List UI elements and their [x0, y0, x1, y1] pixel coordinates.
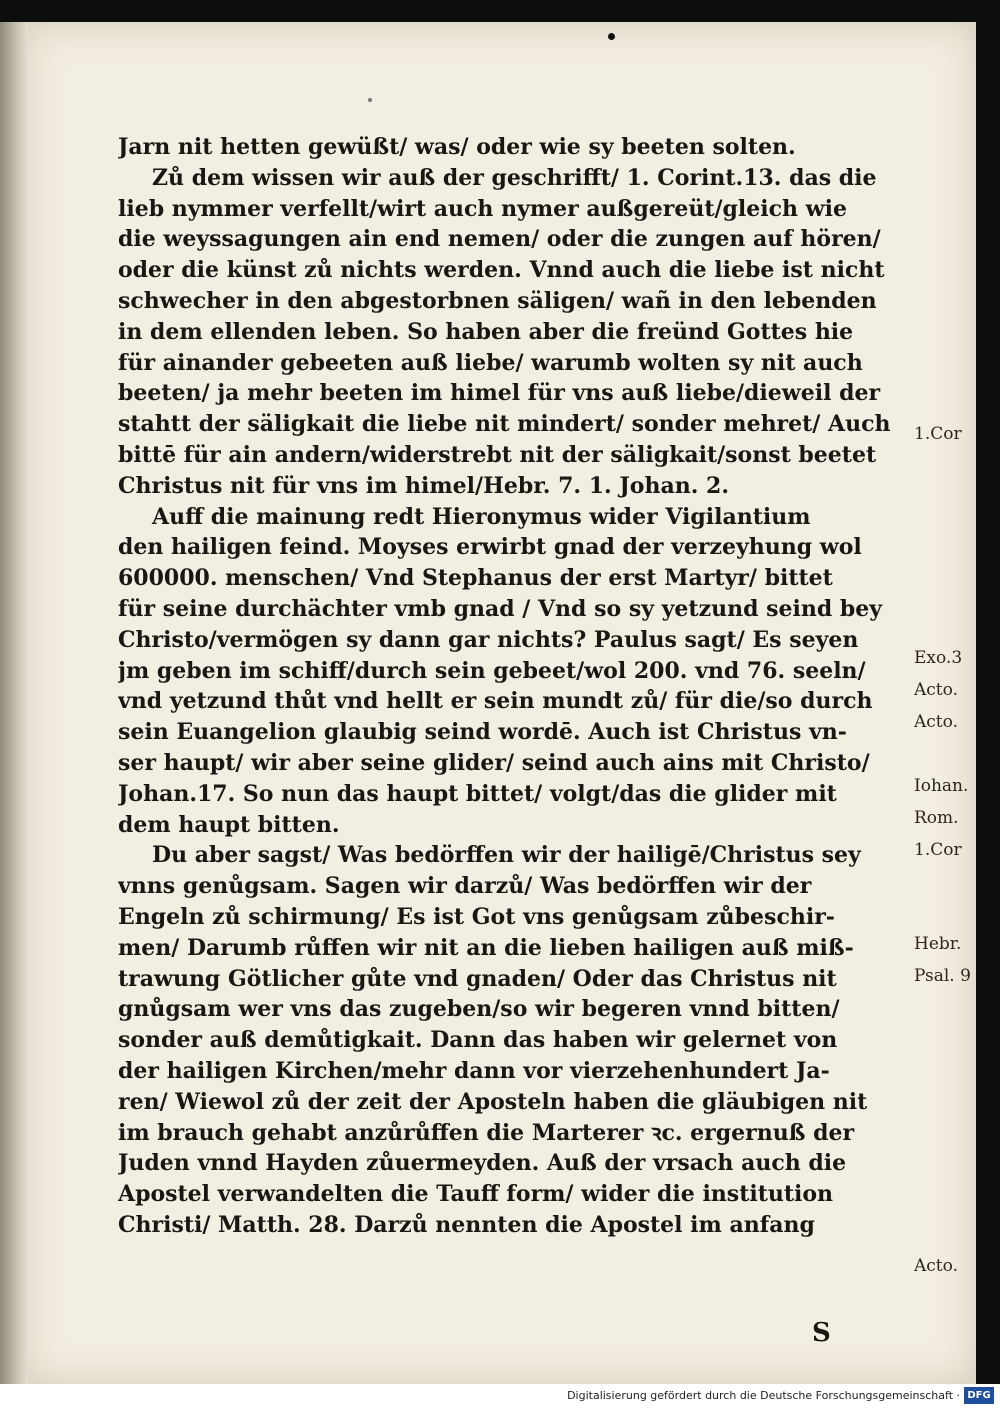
text-line: Juden vnnd Hayden zůuermeyden. Auß der vrsach auch die [118, 1150, 847, 1177]
text-line: Christus nit für vns im himel/Hebr. 7. 1. Johan. 2. [118, 472, 729, 499]
text-line: den hailigen feind. Moyses erwirbt gnad der verzeyhung wol [118, 534, 862, 561]
text-line: schwecher in den abgestorbnen säligen/ wañ in den lebenden [118, 287, 877, 314]
text-line: sein Euangelion glaubig seind wordē. Auch ist Christus vn- [118, 719, 847, 746]
text-line: men/ Darumb růffen wir nit an die lieben hailigen auß miß- [118, 934, 854, 961]
text-line: in dem ellenden leben. So haben aber die freünd Gottes hie [118, 318, 854, 345]
text-line: Apostel verwandelten die Tauff form/ wider die institution [118, 1181, 834, 1208]
ink-speck [368, 98, 372, 102]
text-line: Christi/ Matth. 28. Darzů nennten die Apostel im anfang [118, 1211, 815, 1238]
text-line: die weyssagungen ain end nemen/ oder die zungen auf hören/ [118, 226, 881, 253]
dfg-logo: DFG [964, 1387, 994, 1404]
margin-note: Acto. [914, 712, 958, 732]
text-line: oder die künst zů nichts werden. Vnnd auch die liebe ist nicht [118, 257, 885, 284]
footer-credit: Digitalisierung gefördert durch die Deutsche Forschungsgemeinschaft · [567, 1389, 960, 1402]
text-line: beeten/ ja mehr beeten im himel für vns auß liebe/dieweil der [118, 380, 881, 407]
text-line: lieb nymmer verfellt/wirt auch nymer außgereüt/gleich wie [118, 195, 847, 222]
text-line: 600000. menschen/ Vnd Stephanus der erst Martyr/ bittet [118, 565, 833, 592]
text-line: Auff die mainung redt Hieronymus wider Vigilantium [152, 503, 811, 530]
margin-note: 1.Cor [914, 840, 962, 860]
page-spine-edge [0, 22, 28, 1384]
text-line: der hailigen Kirchen/mehr dann vor vierzehenhundert Ja- [118, 1057, 830, 1084]
text-line: vnd yetzund thůt vnd hellt er sein mundt zů/ für die/so durch [118, 688, 873, 715]
text-line: gnůgsam wer vns das zugeben/so wir begeren vnnd bitten/ [118, 996, 840, 1023]
text-line: sonder auß demůtigkait. Dann das haben wir gelernet von [118, 1027, 838, 1054]
text-line: für ainander gebeeten auß liebe/ warumb wolten sy nit auch [118, 349, 863, 376]
footer-bar [0, 1384, 1000, 1408]
margin-note: Iohan. [914, 776, 969, 796]
margin-note: Exo.3 [914, 648, 963, 668]
text-line: Jarn nit hetten gewüßt/ was/ oder wie sy beeten solten. [118, 134, 796, 160]
text-line: trawung Götlicher gůte vnd gnaden/ Oder das Christus nit [118, 965, 837, 992]
text-line: ren/ Wiewol zů der zeit der Aposteln haben die gläubigen nit [118, 1088, 868, 1115]
text-line: bittē für ain andern/widerstrebt nit der säligkait/sonst beetet [118, 441, 877, 468]
text-line: für seine durchächter vmb gnad / Vnd so sy yetzund seind bey [118, 595, 883, 622]
text-line: Engeln zů schirmung/ Es ist Got vns genůgsam zůbeschir- [118, 903, 835, 930]
text-line: im brauch gehabt anzůrůffen die Marterer ꝛc. ergernuß der [118, 1119, 855, 1146]
ink-dot [608, 33, 615, 40]
text-line: vnns genůgsam. Sagen wir darzů/ Was bedörffen wir der [118, 873, 812, 900]
margin-note: Acto. [914, 1256, 958, 1276]
margin-note: 1.Cor [914, 424, 962, 444]
margin-note: Hebr. [914, 934, 962, 954]
text-line: stahtt der säligkait die liebe nit mindert/ sonder mehret/ Auch [118, 411, 891, 438]
catchword: S [812, 1318, 831, 1348]
text-line: Zů dem wissen wir auß der geschrifft/ 1. Corint.13. das die [152, 164, 877, 191]
text-line: Du aber sagst/ Was bedörffen wir der hailigē/Christus sey [152, 842, 861, 869]
text-line: Johan.17. So nun das haupt bittet/ volgt/das die glider mit [118, 780, 837, 807]
text-line: ser haupt/ wir aber seine glider/ seind auch ains mit Christo/ [118, 749, 870, 776]
margin-note: Acto. [914, 680, 958, 700]
margin-note: Rom. [914, 808, 959, 828]
text-line: Christo/vermögen sy dann gar nichts? Paulus sagt/ Es seyen [118, 626, 859, 653]
text-line: jm geben im schiff/durch sein gebeet/wol 200. vnd 76. seeln/ [118, 657, 866, 684]
body-text [118, 132, 908, 1241]
margin-note: Psal. 9 [914, 966, 971, 986]
text-line: dem haupt bitten. [118, 811, 340, 838]
